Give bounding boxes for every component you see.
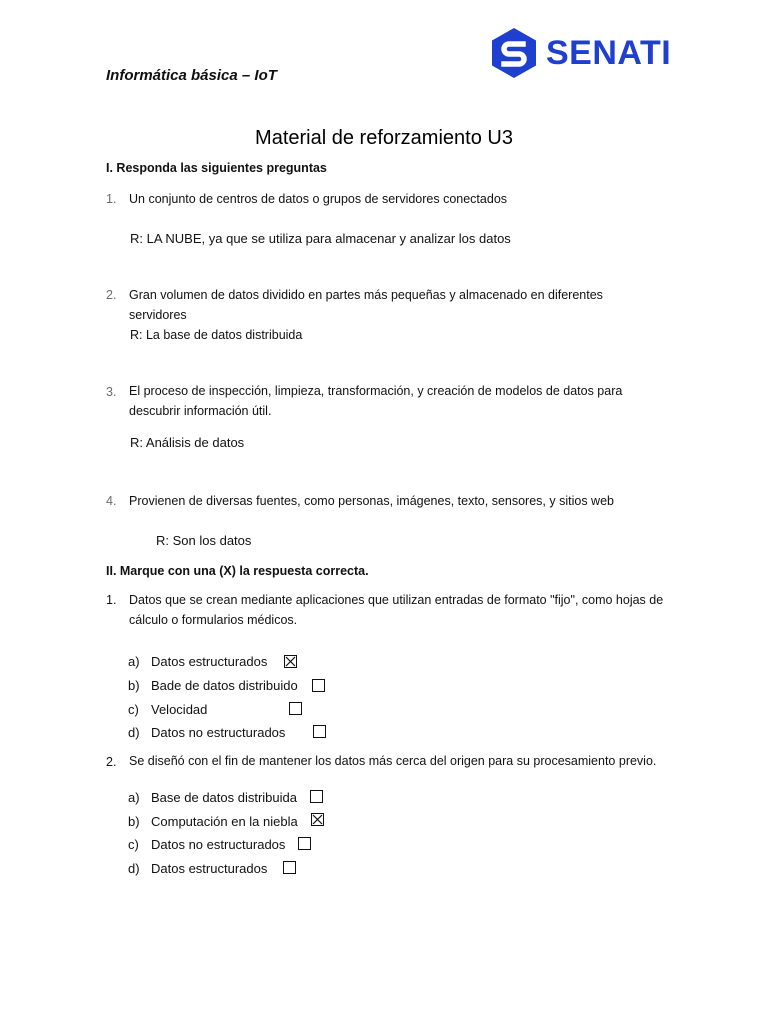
s2-q2-option-b-checkbox-checked[interactable]: [311, 813, 324, 826]
option-label: Base de datos distribuida: [151, 790, 297, 805]
option-label: Velocidad: [151, 702, 208, 717]
s2-q2-option-c-checkbox[interactable]: [298, 837, 311, 850]
s2-q1-text: Datos que se crean mediante aplicaciones que utilizan entradas de formato "fijo", como hojas de cálculo o formularios médicos.: [129, 593, 664, 627]
s2-q1-option-b: [128, 677, 298, 695]
section-2-heading: II. Marque con una (X) la respuesta correcta.: [106, 564, 369, 578]
s1-q3-number: 3.: [106, 385, 117, 399]
s2-q2-number: 2.: [106, 755, 117, 769]
s1-q2-text: Gran volumen de datos dividido en partes más pequeñas y almacenado en diferentes servidores: [129, 288, 603, 322]
option-letter: b): [128, 814, 140, 829]
option-letter: d): [128, 725, 140, 740]
logo-wordmark: SENATI: [546, 34, 672, 72]
s2-q1-option-a: [128, 653, 267, 671]
option-label: Datos no estructurados: [151, 725, 286, 740]
option-label: Datos no estructurados: [151, 837, 286, 852]
s1-q3-text: El proceso de inspección, limpieza, transformación, y creación de modelos de datos para descubrir información útil.: [129, 384, 623, 418]
s2-q2-option-a-checkbox[interactable]: [310, 790, 323, 803]
s1-q1-text: Un conjunto de centros de datos o grupos de servidores conectados: [129, 192, 508, 206]
s1-q1-number: 1.: [106, 192, 117, 206]
s1-q3-answer: R: Análisis de datos: [130, 435, 245, 450]
s1-q4-text: Provienen de diversas fuentes, como personas, imágenes, texto, sensores, y sitios web: [129, 494, 614, 508]
s2-q1-option-c-checkbox[interactable]: [289, 702, 302, 715]
option-letter: d): [128, 861, 140, 876]
s2-q2-option-d: [128, 860, 267, 878]
s2-q1-option-a-checkbox-checked[interactable]: [284, 655, 297, 668]
senati-logo: [488, 26, 674, 80]
s2-q2-option-d-checkbox[interactable]: [283, 861, 296, 874]
s1-q2-answer: R: La base de datos distribuida: [130, 328, 303, 342]
s2-q1-option-b-checkbox[interactable]: [312, 679, 325, 692]
s1-q4-number: 4.: [106, 494, 117, 508]
s2-q1-option-d-checkbox[interactable]: [313, 725, 326, 738]
s2-q2-option-c: [128, 836, 285, 854]
s1-q2-number: 2.: [106, 288, 117, 302]
option-label: Bade de datos distribuido: [151, 678, 298, 693]
option-label: Datos estructurados: [151, 861, 268, 876]
option-letter: a): [128, 790, 140, 805]
s2-q1-option-c: [128, 701, 207, 719]
option-letter: c): [128, 837, 139, 852]
option-letter: b): [128, 678, 140, 693]
option-letter: a): [128, 654, 140, 669]
senati-logo-icon: [488, 27, 540, 79]
s2-q2-option-b: [128, 813, 298, 831]
s2-q2-option-a: [128, 789, 297, 807]
option-label: Datos estructurados: [151, 654, 268, 669]
course-name: Informática básica – IoT: [106, 67, 277, 84]
s2-q2-text: Se diseñó con el fin de mantener los datos más cerca del origen para su procesamiento previo.: [129, 754, 657, 768]
option-letter: c): [128, 702, 139, 717]
s1-q1-answer: R: LA NUBE, ya que se utiliza para almacenar y analizar los datos: [130, 231, 511, 246]
s1-q4-answer: R: Son los datos: [156, 533, 252, 548]
page-title: Material de reforzamiento U3: [255, 127, 513, 149]
s2-q1-number: 1.: [106, 593, 117, 607]
section-1-heading: I. Responda las siguientes preguntas: [106, 161, 327, 175]
s2-q1-option-d: [128, 724, 285, 742]
option-label: Computación en la niebla: [151, 814, 298, 829]
